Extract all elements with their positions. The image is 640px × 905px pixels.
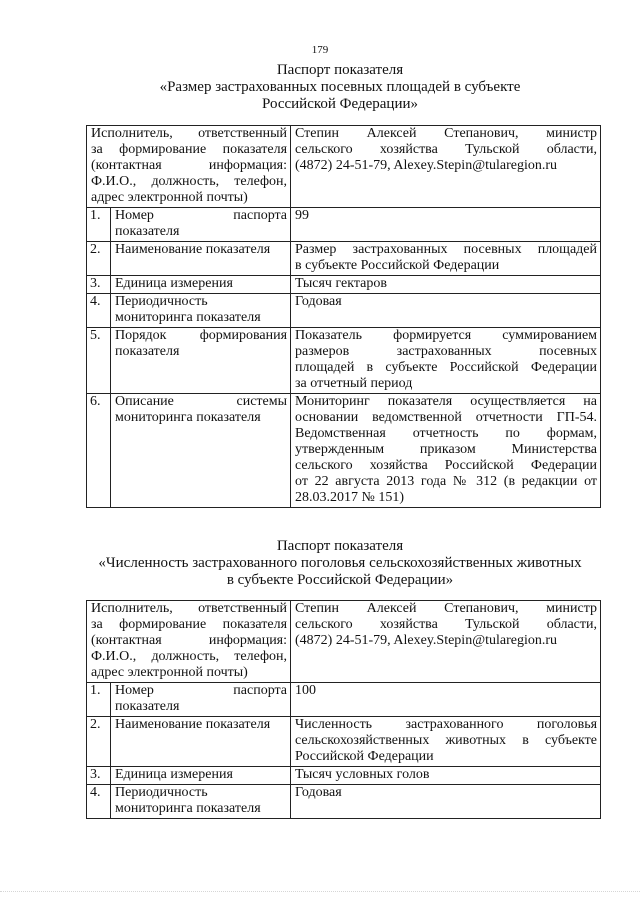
text-line: утвержденным приказом Министерства — [295, 442, 598, 457]
text-line: (контактная информация: — [91, 633, 288, 648]
executor-value — [291, 601, 601, 683]
passport-1-heading-line3: Российской Федерации» — [261, 96, 418, 112]
executor-label — [87, 601, 291, 683]
text-line: за формирование показателя — [91, 142, 288, 157]
text-line: 100 — [295, 683, 317, 698]
row-value — [291, 785, 601, 819]
text-line: в субъекте Российской Федерации — [295, 258, 500, 273]
text-line: мониторинга показателя — [115, 410, 261, 425]
table-row — [87, 276, 601, 294]
table-row — [87, 785, 601, 819]
text-line: адрес электронной почты) — [91, 190, 248, 205]
text-line: показателя — [115, 224, 180, 239]
text-line: Единица измерения — [115, 767, 233, 782]
table-row — [87, 394, 601, 508]
text-line: Номер паспорта — [115, 208, 288, 223]
passport-2-heading-line1: Паспорт показателя — [276, 538, 404, 554]
text-line: Тысяч условных голов — [295, 767, 430, 782]
row-label — [111, 683, 291, 717]
row-number: 4. — [87, 785, 111, 819]
text-line: сельского хозяйства Российской Федерации — [295, 458, 598, 473]
text-line: Российской Федерации — [295, 749, 434, 764]
text-line: (4872) 24-51-79, Alexey.Stepin@tularegion.ru — [295, 158, 558, 173]
passport-1-heading — [80, 62, 600, 113]
row-label — [111, 394, 291, 508]
text-line: мониторинга показателя — [115, 801, 261, 816]
text-line: Показатель формируется суммированием — [295, 328, 598, 343]
text-line: Ф.И.О., должность, телефон, — [91, 649, 288, 664]
row-value — [291, 767, 601, 785]
table-row — [87, 328, 601, 394]
table-row — [87, 294, 601, 328]
text-line: 99 — [295, 208, 310, 223]
text-line: (4872) 24-51-79, Alexey.Stepin@tularegion.ru — [295, 633, 558, 648]
scan-edge-marks — [0, 891, 640, 898]
table-row — [87, 717, 601, 767]
row-label — [111, 717, 291, 767]
text-line: Периодичность — [115, 785, 208, 800]
passport-2-heading-line2: «Численность застрахованного поголовья сельскохозяйственных животных — [98, 555, 582, 571]
row-value — [291, 208, 601, 242]
row-label — [111, 294, 291, 328]
passport-2-heading — [80, 538, 600, 589]
row-number: 2. — [87, 717, 111, 767]
row-number: 3. — [87, 276, 111, 294]
row-value — [291, 276, 601, 294]
text-line: Степин Алексей Степанович, министр — [295, 126, 598, 141]
text-line: сельскохозяйственных животных в субъекте — [295, 733, 598, 748]
row-label — [111, 785, 291, 819]
table-row — [87, 242, 601, 276]
row-number: 5. — [87, 328, 111, 394]
executor-value — [291, 126, 601, 208]
text-line: Порядок формирования — [115, 328, 288, 343]
text-line: Мониторинг показателя осуществляется на — [295, 394, 598, 409]
row-number: 3. — [87, 767, 111, 785]
text-line: Единица измерения — [115, 276, 233, 291]
text-line: за формирование показателя — [91, 617, 288, 632]
text-line: показателя — [115, 699, 180, 714]
text-line: Годовая — [295, 294, 342, 309]
executor-row — [87, 601, 601, 683]
row-value — [291, 328, 601, 394]
text-line: Тысяч гектаров — [295, 276, 387, 291]
text-line: размеров застрахованных посевных — [295, 344, 598, 359]
row-value — [291, 717, 601, 767]
text-line: адрес электронной почты) — [91, 665, 248, 680]
text-line: Периодичность — [115, 294, 208, 309]
text-line: Наименование показателя — [115, 242, 271, 257]
row-value — [291, 294, 601, 328]
passport-2-table — [86, 600, 601, 819]
text-line: Исполнитель, ответственный — [91, 601, 288, 616]
text-line: Численность застрахованного поголовья — [295, 717, 598, 732]
text-line: (контактная информация: — [91, 158, 288, 173]
passport-1-table — [86, 125, 601, 508]
executor-row — [87, 126, 601, 208]
text-line: Ведомственная отчетность по формам, — [295, 426, 598, 441]
passport-1-heading-line2: «Размер застрахованных посевных площадей в субъекте — [159, 79, 521, 95]
passport-1-heading-line1: Паспорт показателя — [276, 62, 404, 78]
table-row — [87, 767, 601, 785]
row-number: 1. — [87, 683, 111, 717]
text-line: Степин Алексей Степанович, министр — [295, 601, 598, 616]
text-line: показателя — [115, 344, 180, 359]
row-number: 1. — [87, 208, 111, 242]
text-line: от 22 августа 2013 года № 312 (в редакции от — [295, 474, 598, 489]
row-number: 6. — [87, 394, 111, 508]
row-label — [111, 328, 291, 394]
text-line: 28.03.2017 № 151) — [295, 490, 405, 505]
page-number: 179 — [311, 44, 329, 56]
text-line: сельского хозяйства Тульской области, — [295, 142, 598, 157]
text-line: мониторинга показателя — [115, 310, 261, 325]
text-line: Ф.И.О., должность, телефон, — [91, 174, 288, 189]
executor-label — [87, 126, 291, 208]
text-line: Размер застрахованных посевных площадей — [295, 242, 598, 257]
text-line: Номер паспорта — [115, 683, 288, 698]
row-number: 2. — [87, 242, 111, 276]
text-line: за отчетный период — [295, 376, 413, 391]
row-number: 4. — [87, 294, 111, 328]
text-line: Исполнитель, ответственный — [91, 126, 288, 141]
text-line: площадей в субъекте Российской Федерации — [295, 360, 598, 375]
text-line: основании ведомственной отчетности ГП-54. — [295, 410, 598, 425]
row-value — [291, 394, 601, 508]
table-row — [87, 683, 601, 717]
row-label — [111, 767, 291, 785]
text-line: сельского хозяйства Тульской области, — [295, 617, 598, 632]
row-label — [111, 208, 291, 242]
passport-2-heading-line3: в субъекте Российской Федерации» — [226, 572, 454, 588]
text-line: Годовая — [295, 785, 342, 800]
row-label — [111, 242, 291, 276]
table-row — [87, 208, 601, 242]
row-label — [111, 276, 291, 294]
row-value — [291, 242, 601, 276]
row-value — [291, 683, 601, 717]
text-line: Наименование показателя — [115, 717, 271, 732]
text-line: Описание системы — [115, 394, 288, 409]
